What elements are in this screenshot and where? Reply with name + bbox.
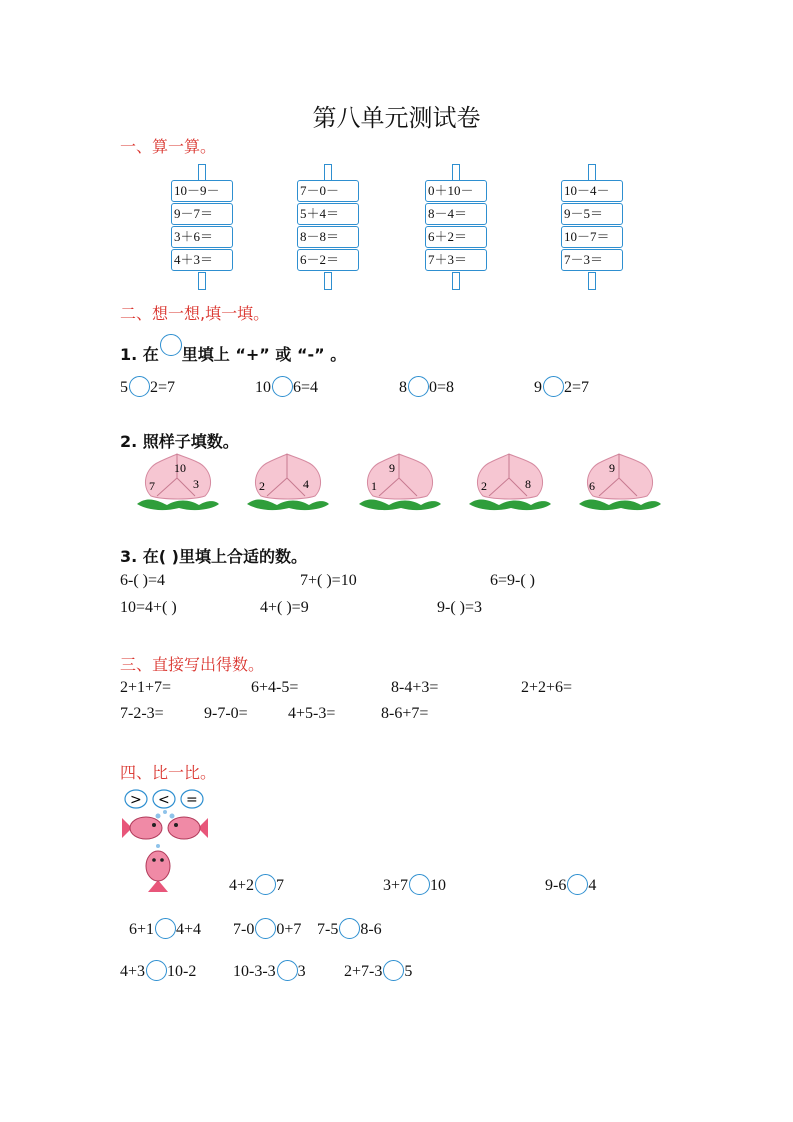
mental-math-item: 8-6+7=	[381, 705, 429, 722]
compare-item: 4+2 7	[229, 874, 284, 895]
question-1-pre: 1. 在	[120, 345, 159, 364]
mental-math-item: 6+4-5=	[251, 679, 299, 696]
calc-cell: 8－8＝	[297, 226, 359, 248]
answer-circle[interactable]	[409, 874, 430, 895]
page-title: 第八单元测试卷	[312, 104, 481, 132]
peach-4	[465, 452, 555, 512]
peach-left-number: 6	[589, 479, 595, 493]
answer-circle[interactable]	[255, 918, 276, 939]
q3-item: 4+( )=9	[260, 599, 309, 616]
answer-circle[interactable]	[383, 960, 404, 981]
mental-math-item: 2+2+6=	[521, 679, 573, 696]
answer-circle[interactable]	[160, 334, 182, 356]
answer-circle[interactable]	[146, 960, 167, 981]
calc-cell: 8－4＝	[425, 203, 487, 225]
calc-cell: 10－4－	[561, 180, 623, 202]
calc-stack-1	[171, 164, 233, 288]
peach-5	[575, 452, 665, 512]
peach-top-number: 10	[174, 461, 186, 475]
compare-item: 4+3 10-2	[120, 960, 196, 981]
answer-circle[interactable]	[255, 874, 276, 895]
q3-item: 10=4+( )	[120, 599, 177, 616]
answer-circle[interactable]	[339, 918, 360, 939]
mental-math-item: 9-7-0=	[204, 705, 248, 722]
compare-item: 2+7-3 5	[344, 960, 412, 981]
peach-left-number: 1	[371, 479, 377, 493]
compare-item: 3+7 10	[383, 874, 446, 895]
question-2: 2. 照样子填数。	[120, 432, 239, 451]
calc-cell: 6－2＝	[297, 249, 359, 271]
peach-1	[133, 452, 223, 512]
mental-math-item: 7-2-3=	[120, 705, 164, 722]
q3-item: 6=9-( )	[490, 572, 536, 589]
answer-circle[interactable]	[543, 376, 564, 397]
calc-cell: 0＋10－	[425, 180, 487, 202]
answer-circle[interactable]	[155, 918, 176, 939]
comparison-symbols	[125, 790, 203, 808]
answer-circle[interactable]	[408, 376, 429, 397]
answer-circle[interactable]	[272, 376, 293, 397]
q3-item: 9-( )=3	[437, 599, 483, 616]
section-3-heading: 三、直接写出得数。	[120, 655, 265, 674]
calc-cell: 9－5＝	[561, 203, 623, 225]
peach-right-number: 8	[525, 477, 531, 491]
peach-left-number: 7	[149, 479, 155, 493]
peach-left-number: 2	[259, 479, 265, 493]
calc-cell: 4＋3＝	[171, 249, 233, 271]
calc-stack-4	[561, 164, 623, 288]
question-1-post: 里填上 “+” 或 “-” 。	[181, 345, 347, 364]
section-2-heading: 二、想一想,填一填。	[120, 304, 270, 323]
question-3: 3. 在( )里填上合适的数。	[120, 547, 307, 566]
answer-circle[interactable]	[129, 376, 150, 397]
peach-left-number: 2	[481, 479, 487, 493]
answer-circle[interactable]	[567, 874, 588, 895]
question-1	[120, 334, 346, 365]
q1-item-3: 8 0=8	[399, 376, 454, 397]
section-1-heading: 一、算一算。	[120, 137, 217, 156]
calc-cell: 7－0－	[297, 180, 359, 202]
peach-3	[355, 452, 445, 512]
fish-icon	[122, 810, 208, 892]
compare-item: 7-5 8-6	[317, 918, 382, 939]
calc-cell: 5＋4＝	[297, 203, 359, 225]
compare-item: 7-0 0+7	[233, 918, 301, 939]
compare-item: 6+1 4+4	[129, 918, 201, 939]
answer-circle[interactable]	[277, 960, 298, 981]
mental-math-item: 8-4+3=	[391, 679, 439, 696]
calc-cell: 7－3＝	[561, 249, 623, 271]
peach-right-number: 3	[193, 477, 199, 491]
q3-item: 7+( )=10	[300, 572, 357, 589]
peach-top-number: 9	[609, 461, 615, 475]
calc-cell: 10－9－	[171, 180, 233, 202]
calc-stack-2	[297, 164, 359, 288]
q1-item-2: 10 6=4	[255, 376, 318, 397]
fish-illustration	[118, 788, 218, 898]
greater-than-symbol: >	[130, 792, 142, 808]
mental-math-item: 2+1+7=	[120, 679, 172, 696]
compare-item: 10-3-3 3	[233, 960, 306, 981]
q1-item-1: 5 2=7	[120, 376, 175, 397]
less-than-symbol: <	[158, 792, 170, 808]
equals-symbol: =	[186, 792, 198, 808]
mental-math-item: 4+5-3=	[288, 705, 336, 722]
calc-cell: 6＋2＝	[425, 226, 487, 248]
calc-cell: 3＋6＝	[171, 226, 233, 248]
peach-2	[243, 452, 333, 512]
calc-cell: 10－7＝	[561, 226, 623, 248]
compare-item: 9-6 4	[545, 874, 596, 895]
q1-item-4: 9 2=7	[534, 376, 589, 397]
calc-cell: 9－7＝	[171, 203, 233, 225]
calc-stack-3	[425, 164, 487, 288]
peach-top-number: 9	[389, 461, 395, 475]
calc-cell: 7＋3＝	[425, 249, 487, 271]
section-4-heading: 四、比一比。	[120, 763, 217, 782]
peach-right-number: 4	[303, 477, 309, 491]
q3-item: 6-( )=4	[120, 572, 166, 589]
